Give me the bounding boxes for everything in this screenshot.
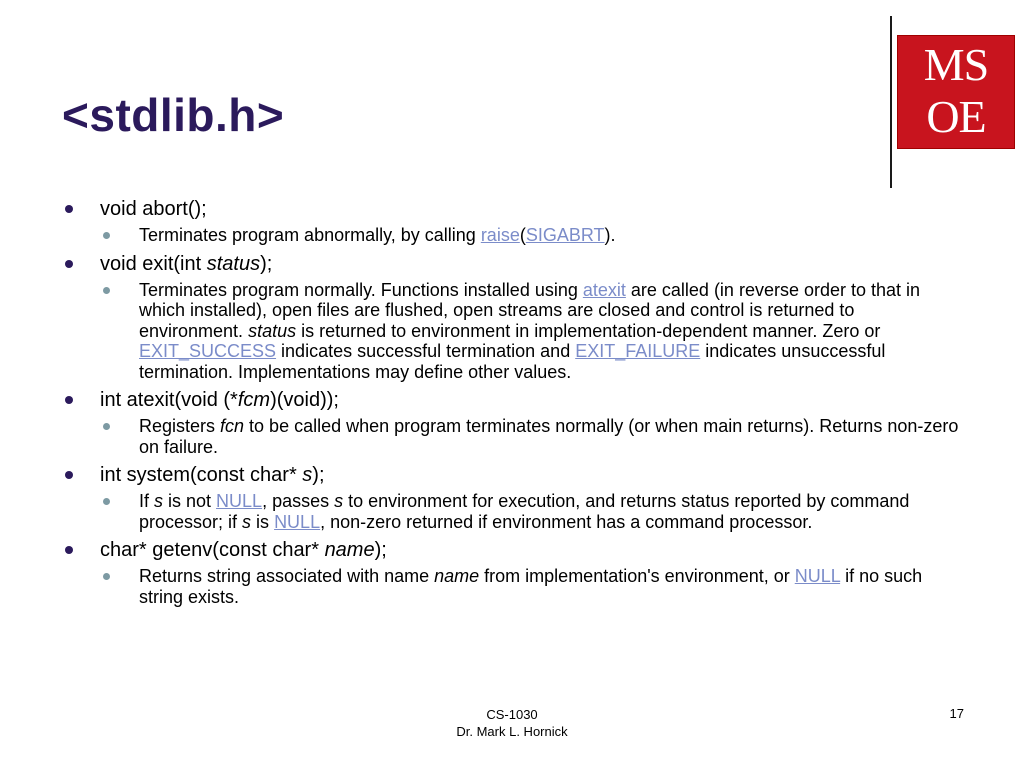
param-name: s — [242, 511, 252, 532]
function-atexit — [62, 388, 962, 412]
param-name: name — [324, 539, 375, 561]
desc-text: Returns string associated with name — [139, 566, 435, 586]
desc-text: If — [139, 491, 155, 511]
logo-text-bottom: OE — [926, 91, 986, 142]
system-description — [100, 491, 962, 532]
signature-text: int system(const char* — [100, 464, 303, 486]
logo-text-top: MS — [923, 39, 989, 90]
signature-text: char* getenv(const char* — [100, 539, 325, 561]
desc-text: from implementation's environment, or — [479, 566, 795, 586]
desc-text: ). — [604, 225, 616, 245]
atexit-description — [100, 416, 962, 457]
desc-text: is not — [163, 491, 217, 511]
signature-text: ); — [374, 539, 387, 561]
null-link[interactable]: NULL — [274, 511, 321, 532]
slide-title: <stdlib.h> — [62, 89, 285, 141]
desc-text: if no such string exists. — [139, 566, 923, 607]
page-number: 17 — [949, 706, 964, 721]
param-name: name — [434, 566, 480, 586]
desc-text: , passes — [262, 491, 335, 511]
raise-link[interactable]: raise — [480, 225, 520, 245]
desc-text: are called (in reverse order to that in which installed), open files are flushed, open streams are closed and control is returned to environment. — [139, 279, 921, 341]
param-name: s — [154, 491, 164, 511]
bullet-list — [62, 195, 962, 613]
slide-footer — [412, 706, 612, 740]
exit-success-link[interactable]: EXIT_SUCCESS — [139, 341, 277, 361]
getenv-description — [100, 566, 962, 607]
footer-course: CS-1030 — [486, 707, 538, 722]
desc-text: Registers — [139, 416, 221, 436]
desc-text: indicates unsuccessful termination. Implementations may define other values. — [139, 341, 886, 382]
desc-text: , non-zero returned if environment has a command processor. — [320, 511, 813, 532]
signature-text: int atexit(void (* — [100, 389, 238, 411]
signature-text: )(void)); — [270, 389, 339, 411]
desc-text: to be called when program terminates normally (or when main returns). Returns non-zero on failure. — [139, 416, 959, 457]
param-name: status — [206, 252, 261, 275]
desc-text: is returned to environment in implementation-dependent manner. Zero or — [296, 320, 881, 341]
msoe-logo — [897, 35, 1015, 149]
footer-author: Dr. Mark L. Hornick — [456, 724, 568, 739]
desc-text: Terminates program abnormally, by calling — [139, 225, 481, 245]
sigabrt-link[interactable]: SIGABRT — [525, 225, 605, 245]
function-exit — [62, 252, 962, 276]
param-name: s — [302, 464, 313, 486]
exit-description — [100, 280, 962, 383]
exit-failure-link[interactable]: EXIT_FAILURE — [575, 341, 701, 361]
desc-text: ( — [519, 225, 526, 245]
signature-text: void abort(); — [100, 198, 207, 220]
desc-text: Terminates program normally. Functions installed using — [139, 279, 583, 300]
desc-text: to environment for execution, and returns status reported by command processor; if — [139, 491, 910, 532]
function-getenv — [62, 538, 962, 562]
signature-text: void exit(int — [100, 252, 207, 275]
signature-text: ); — [260, 252, 273, 275]
title-divider — [890, 16, 892, 188]
abort-description — [100, 225, 962, 246]
null-link[interactable]: NULL — [216, 491, 263, 511]
signature-text: ); — [312, 464, 325, 486]
null-link[interactable]: NULL — [794, 566, 841, 586]
param-name: s — [334, 491, 344, 511]
function-abort — [62, 197, 962, 221]
desc-text: is — [251, 511, 275, 532]
param-name: fcn — [220, 416, 245, 436]
desc-text: indicates successful termination and — [276, 341, 576, 361]
param-name: fcm — [237, 389, 271, 411]
atexit-link[interactable]: atexit — [582, 279, 626, 300]
function-system — [62, 463, 962, 487]
param-name: status — [248, 320, 297, 341]
